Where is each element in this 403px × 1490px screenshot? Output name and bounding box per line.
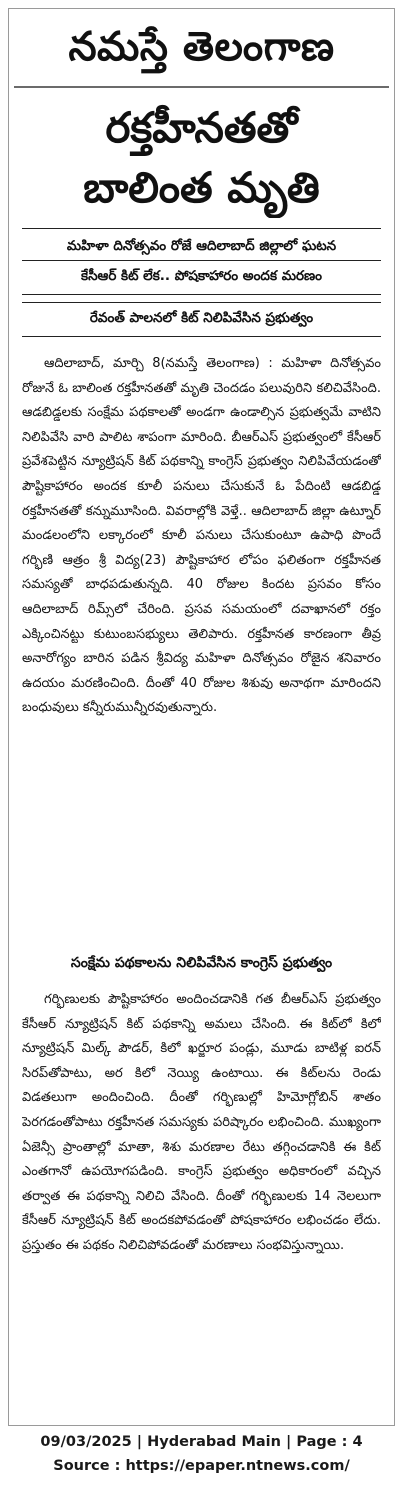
article-subheading: సంక్షేమ పథకాలను నిలిపివేసిన కాంగ్రెస్‌ ప్రభుత్వం xyxy=(70,955,333,971)
deck-line-1: మహిళా దినోత్సవం రోజే ఆదిలాబాద్‌ జిల్లాలో ఘటన xyxy=(66,238,337,254)
deck-rule-bottom xyxy=(22,336,381,337)
headline-line-1: రక్తహీనతతో xyxy=(105,103,298,152)
deck-rule-top xyxy=(22,228,381,229)
masthead-divider xyxy=(14,86,389,88)
edition-info: 09/03/2025 | Hyderabad Main | Page : 4 xyxy=(40,1434,363,1450)
headline-line-2: బాలింత మృతి xyxy=(83,163,320,212)
newspaper-masthead: నమస్తే తెలంగాణ xyxy=(68,24,335,70)
deck-line-3: రేవంత్‌ పాలనలో కిట్‌ నిలిపివేసిన ప్రభుత్వం xyxy=(89,310,314,326)
article-paragraph-2: గర్భిణులకు పౌష్టికాహారం అందించడానికి గత బీఆర్‌ఎస్‌ ప్రభుత్వం కేసీఆర్‌ న్యూట్రిషన్‌ కిట్‌ పథకాన్ని అమలు చేసింది. ఈ కిట్‌లో కిలో న్యూట్రిషన్‌ మిల్క్‌ పౌడర్‌, కిలో ఖర్జూర పండ్లు, మూడు బాటిళ్ల ఐరన్‌ సిరప్‌తోపాటు, అర కిలో నెయ్యి ఉంటాయి. ఈ కిట్‌లను రెండు విడతలుగా అందించింది. దీంతో గర్భిణుల్లో హిమోగ్లోబిన్‌ శాతం పెరగడంతోపాటు రక్తహీనత సమస్యకు పరిష్కారం లభించింది. ముఖ్యంగా ఏజెన్సీ ప్రాంతాల్లో మాతా, శిశు మరణాల రేటు తగ్గించడానికి ఈ కిట్‌ ఎంతగానో ఉపయోగపడింది. కాంగ్రెస్‌ ప్రభుత్వం అధికారంలో వచ్చిన తర్వాత ఈ పథకాన్ని నిలిచి వేసింది. దీంతో గర్భిణులకు 14 నెలలుగా కేసీఆర్‌ న్యూట్రిషన్‌ కిట్‌ అందకపోవడంతో పోషకాహారం లభించడం లేదు. ప్రస్తుతం ఈ పథకం నిలిచిపోవడంతో మరణాలు సంభవిస్తున్నాయి. xyxy=(22,992,381,1253)
article-paragraph-1: ఆదిలాబాద్‌, మార్చి 8(నమస్తే తెలంగాణ) : మహిళా దినోత్సవం రోజునే ఓ బాలింత రక్తహీనతతో మృతి చెందడం పలువురిని కలిచివేసింది. ఆడబిడ్డలకు సంక్షేమ పథకాలతో అండగా ఉండాల్సిన ప్రభుత్వమే వాటిని నిలిపివేసి వారి పాలిట శాపంగా మారింది. బీఆర్‌ఎస్‌ ప్రభుత్వంలో కేసీఆర్‌ ప్రవేశపెట్టిన న్యూట్రిషన్‌ కిట్‌ పథకాన్ని కాంగ్రెస్‌ ప్రభుత్వం నిలిపివేయడంతో పౌష్టికాహారం అందక కూలీ పనులు చేసుకునే ఓ పేదింటి ఆడబిడ్డ రక్తహీనతతో కన్నుమూసింది. వివరాల్లోకి వెళ్తే.. ఆదిలాబాద్‌ జిల్లా ఉట్నూర్‌ మండలంలోని లక్కారంలో కూలీ పనులు చేసుకుంటూ ఉపాధి పొందే గర్భిణి ఆత్రం శ్రీ విద్య(23) పౌష్టికాహార లోపం ఫలితంగా రక్తహీనత సమస్యతో బాధపడుతున్నది. 40 రోజుల కిందట ప్రసవం కోసం ఆదిలాబాద్‌ రిమ్స్‌లో చేరింది. ప్రసవ సమయంలో దవాఖానలో రక్తం ఎక్కించినట్టు కుటుంబసభ్యులు తెలిపారు. రక్తహీనత కారణంగా తీవ్ర అనారోగ్యం బారిన పడిన శ్రీవిద్య మహిళా దినోత్సవం రోజైన శనివారం ఉదయం మరణించింది. దీంతో 40 రోజుల శిశువు అనాథగా మారిందని బంధువులు కన్నీరుమున్నీరవుతున్నారు. xyxy=(22,356,381,716)
deck-rule-middle xyxy=(22,260,381,261)
deck-rule-double-b xyxy=(22,302,381,303)
source-link[interactable]: Source : https://epaper.ntnews.com/ xyxy=(53,1458,350,1474)
deck-rule-double-a xyxy=(22,294,381,295)
deck-line-2: కేసీఆర్‌ కిట్‌ లేక.. పోషకాహారం అందక మరణం xyxy=(81,268,322,284)
